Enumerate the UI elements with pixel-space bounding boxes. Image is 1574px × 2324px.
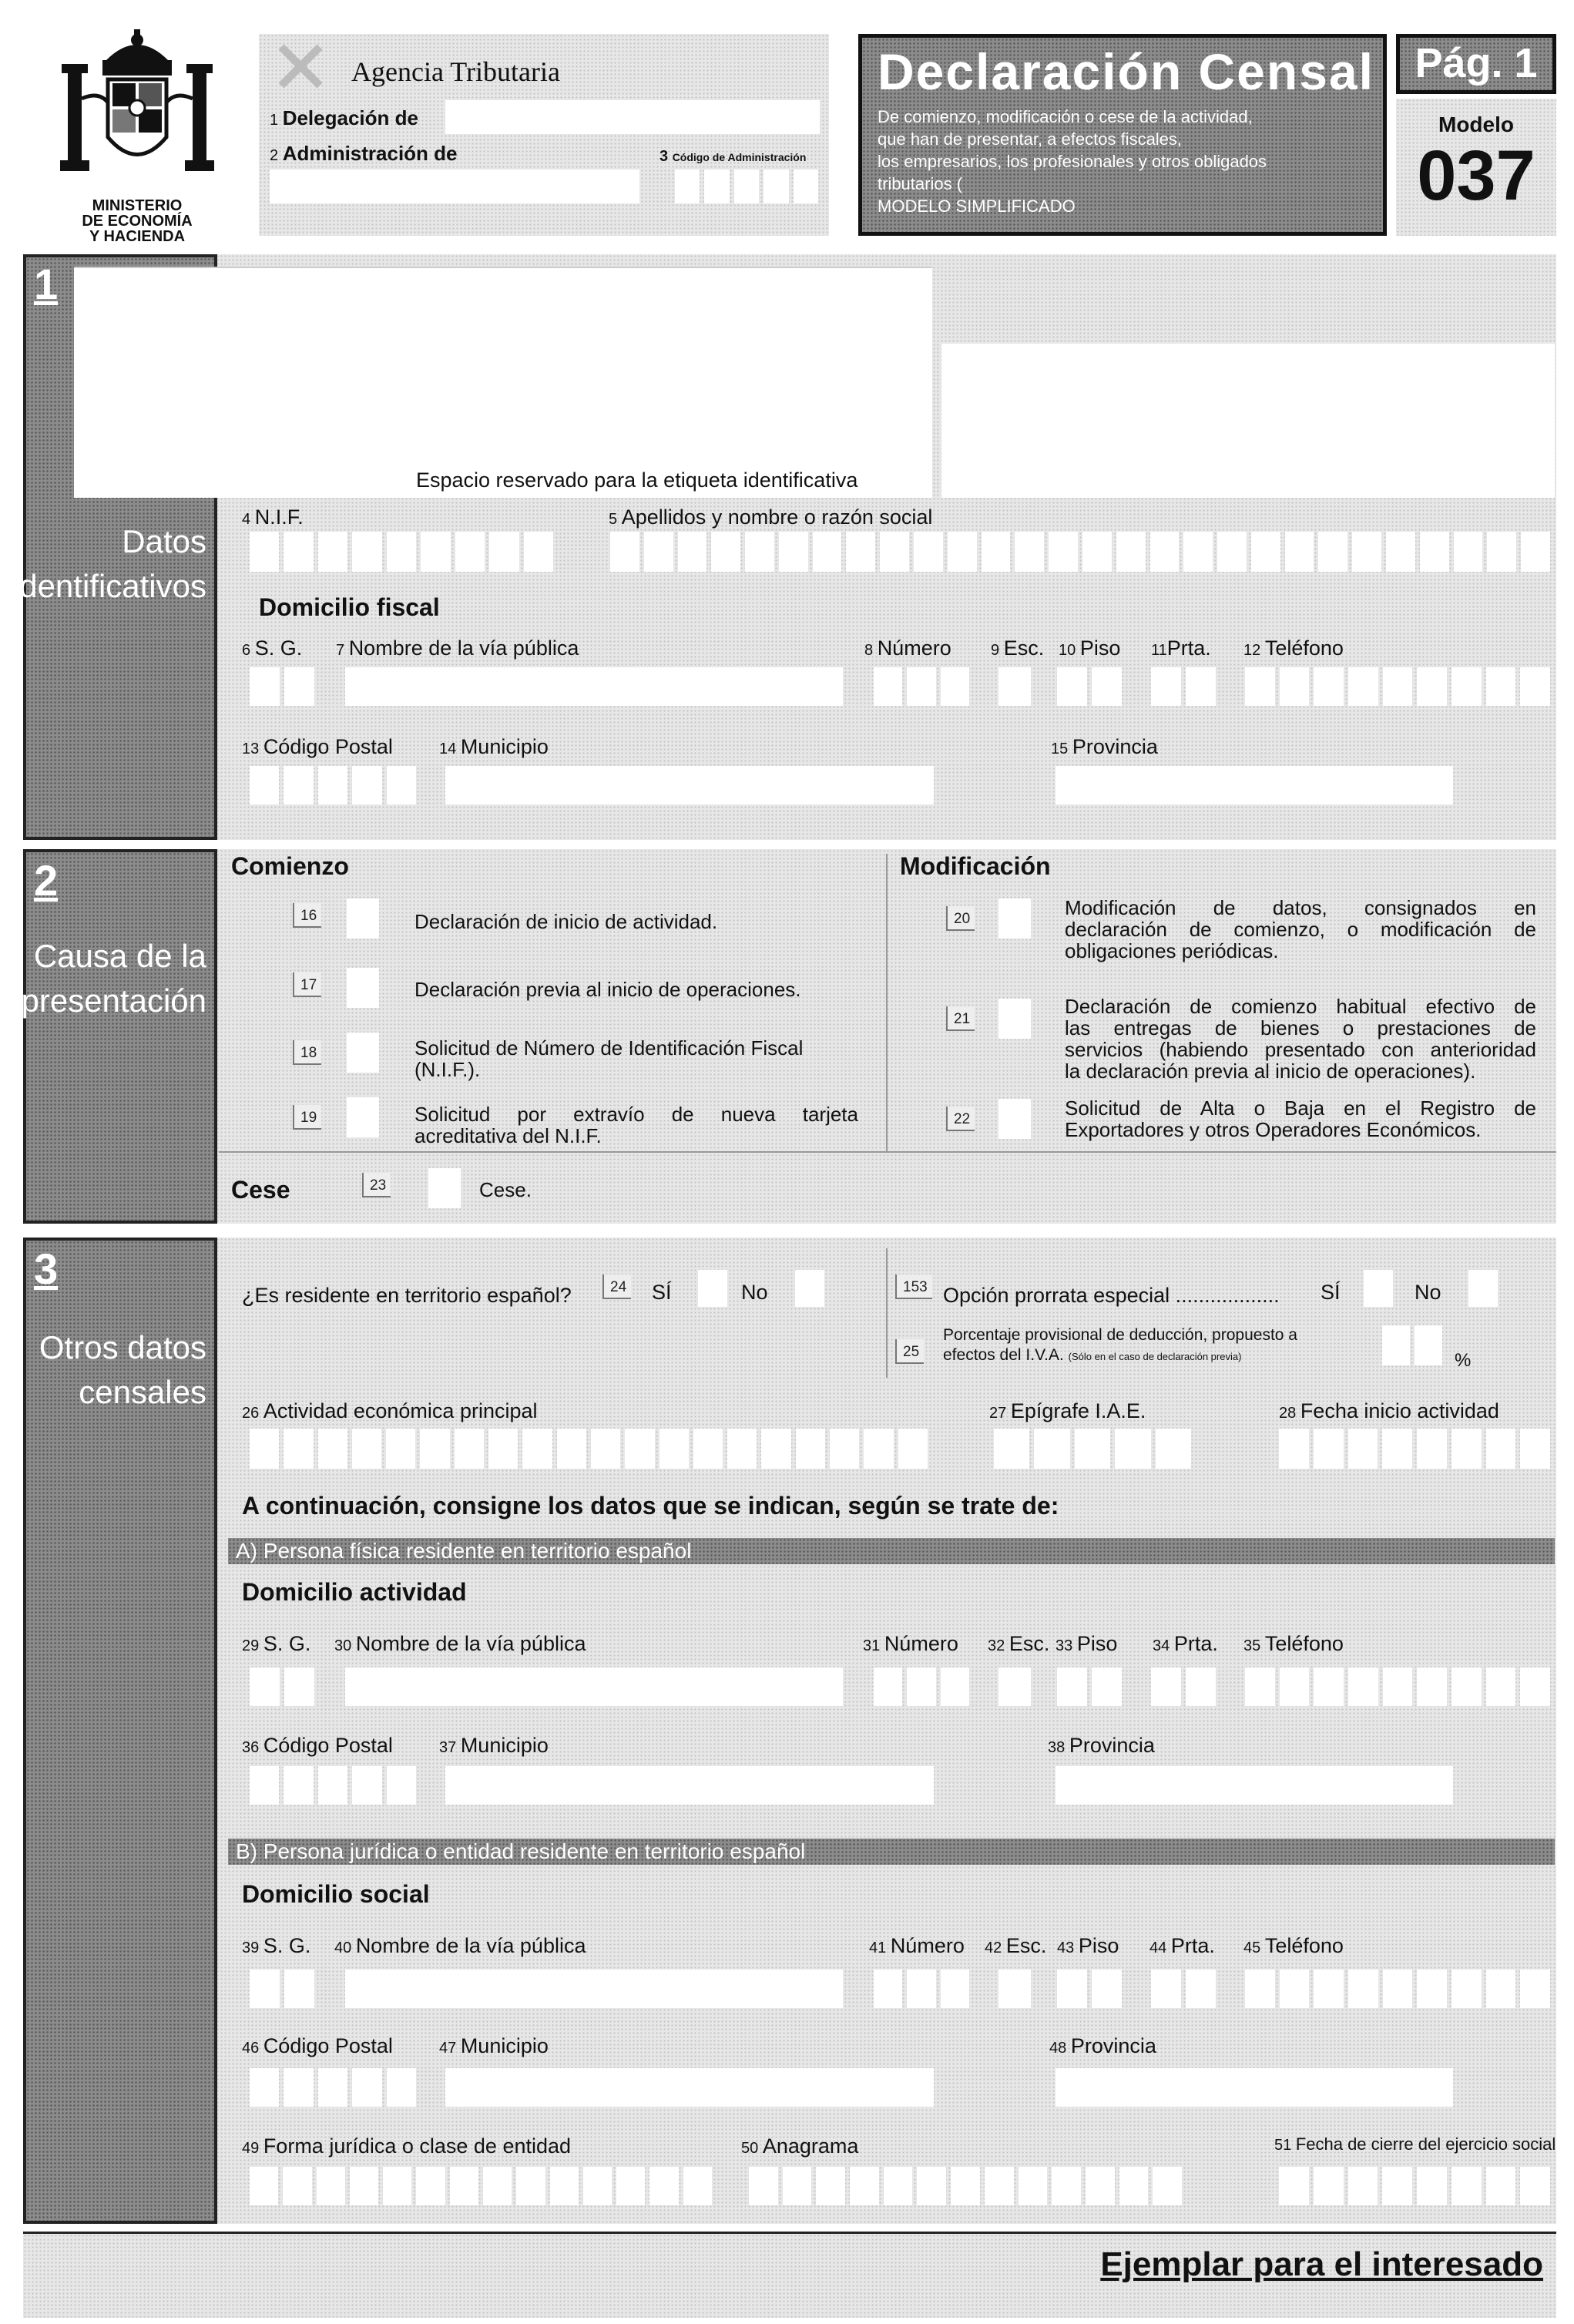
box-22-number: 22 (946, 1107, 975, 1131)
codigo-postal-a-input[interactable] (250, 1766, 416, 1805)
box-21-number: 21 (946, 1006, 975, 1031)
modelo-panel (1396, 99, 1556, 236)
checkbox-22[interactable] (998, 1099, 1031, 1139)
municipio-a-input[interactable] (445, 1766, 934, 1805)
checkbox-19[interactable] (347, 1097, 379, 1137)
delegacion-input[interactable] (445, 100, 820, 134)
field-43-label: 43 Piso (1057, 1934, 1119, 1957)
ministry-logo (45, 29, 230, 245)
prorrata-si-label: SÍ (1321, 1281, 1341, 1304)
box-17-number: 17 (293, 972, 321, 997)
section-2-title: Causa de la presentación (21, 938, 206, 1019)
epigrafe-input[interactable] (994, 1429, 1191, 1469)
escalera-a-input[interactable] (998, 1667, 1031, 1706)
section-3-title: Otros datos censales (39, 1329, 206, 1410)
checkbox-21[interactable] (998, 999, 1031, 1039)
provincia-a-input[interactable] (1055, 1766, 1453, 1805)
provincia-b-input[interactable] (1055, 2068, 1453, 2107)
prorrata-no-label: No (1415, 1281, 1441, 1304)
option-16-text: Declaración de inicio de actividad. (414, 910, 718, 933)
field-6-label: 6 S. G. (242, 636, 303, 660)
box-16-number: 16 (293, 903, 321, 928)
field-51-label: 51 Fecha de cierre del ejercicio social (1274, 2134, 1556, 2154)
codigo-postal-input[interactable] (250, 766, 416, 804)
box-19-number: 19 (293, 1105, 321, 1130)
field-31-label: 31 Número (863, 1632, 958, 1655)
persona-juridica-bar: B) Persona jurídica o entidad residente en territorio español (228, 1839, 1555, 1865)
etiqueta-space (74, 267, 932, 498)
residente-no-label: No (741, 1281, 768, 1304)
option-21-text: Declaración de comienzo habitual efectivo de las entregas de bienes o prestaciones de servicios (habiendo presentado con anterioridad la declaración previa al inicio de operaciones). (1065, 995, 1536, 1083)
field-40-label: 40 Nombre de la vía pública (334, 1934, 586, 1957)
field-35-label: 35 Teléfono (1243, 1632, 1344, 1655)
field-28-label: 28 Fecha inicio actividad (1279, 1399, 1499, 1422)
numero-a-input[interactable] (874, 1667, 969, 1706)
prorrata-label: Opción prorrata especial .................. (943, 1284, 1280, 1307)
box-24-number: 24 (602, 1275, 631, 1299)
section-3-divider (886, 1248, 888, 1378)
field-13-label: 13 Código Postal (242, 735, 393, 758)
field-9-label: 9 Esc. (991, 636, 1045, 660)
section-2-tab (23, 849, 217, 1224)
via-publica-input[interactable] (345, 667, 843, 706)
field-50-label: 50 Anagrama (741, 2134, 859, 2158)
checkbox-18[interactable] (347, 1033, 379, 1073)
numero-b-input[interactable] (874, 1970, 969, 2008)
telefono-input[interactable] (1245, 667, 1550, 706)
field-11-label: 11Prta. (1151, 636, 1211, 660)
option-22-text: Solicitud de Alta o Baja en el Registro de Exportadores y otros Operadores Económicos. (1065, 1097, 1536, 1141)
comienzo-heading: Comienzo (231, 852, 349, 880)
fecha-cierre-input[interactable] (1279, 2167, 1550, 2205)
via-publica-b-input[interactable] (345, 1970, 843, 2008)
prorrata-no-checkbox[interactable] (1468, 1270, 1498, 1307)
domicilio-fiscal-heading: Domicilio fiscal (259, 593, 440, 621)
telefono-b-input[interactable] (1245, 1970, 1550, 2008)
section-2-number: 2 (34, 856, 59, 905)
agency-panel (259, 34, 829, 236)
field-33-label: 33 Piso (1055, 1632, 1118, 1655)
field-8-label: 8 Número (864, 636, 951, 660)
modificacion-heading: Modificación (900, 852, 1051, 880)
forma-juridica-input[interactable] (250, 2167, 712, 2205)
box-18-number: 18 (293, 1040, 321, 1065)
field-32-label: 32 Esc. (988, 1632, 1050, 1655)
field-7-label: 7 Nombre de la vía pública (336, 636, 579, 660)
field-46-label: 46 Código Postal (242, 2034, 393, 2057)
field-3-label: 3 Código de Administración (659, 148, 807, 165)
title-panel (858, 34, 1387, 236)
field-49-label: 49 Forma jurídica o clase de entidad (242, 2134, 572, 2158)
field-34-label: 34 Prta. (1153, 1632, 1218, 1655)
domicilio-social-heading: Domicilio social (242, 1880, 430, 1908)
nif-input[interactable] (250, 532, 553, 572)
field-36-label: 36 Código Postal (242, 1734, 393, 1757)
sg-a-input[interactable] (250, 1667, 314, 1706)
provincia-input[interactable] (1055, 766, 1453, 804)
etiqueta-space-right (941, 344, 1555, 498)
field-26-label: 26 Actividad económica principal (242, 1399, 538, 1422)
option-17-text: Declaración previa al inicio de operaciones. (414, 978, 801, 1001)
piso-input[interactable] (1057, 667, 1122, 706)
option-23-text: Cese. (479, 1178, 532, 1201)
escalera-b-input[interactable] (998, 1970, 1031, 2008)
residente-si-checkbox[interactable] (698, 1270, 727, 1307)
checkbox-17[interactable] (347, 968, 379, 1008)
box-23-number: 23 (362, 1173, 391, 1197)
box-25-number: 25 (895, 1339, 924, 1364)
sg-b-input[interactable] (250, 1970, 314, 2008)
continuacion-heading: A continuación, consigne los datos que se indican, según se trate de: (242, 1492, 1059, 1520)
box-20-number: 20 (946, 906, 975, 931)
field-14-label: 14 Municipio (439, 735, 549, 758)
checkbox-16[interactable] (347, 898, 379, 939)
field-48-label: 48 Provincia (1049, 2034, 1156, 2057)
residente-si-label: SÍ (652, 1281, 672, 1304)
footer-text: Ejemplar para el interesado (1100, 2245, 1543, 2283)
numero-input[interactable] (874, 667, 969, 706)
cese-heading: Cese (231, 1176, 290, 1204)
piso-a-input[interactable] (1057, 1667, 1122, 1706)
municipio-b-input[interactable] (445, 2068, 934, 2107)
residente-no-checkbox[interactable] (795, 1270, 824, 1307)
domicilio-actividad-heading: Domicilio actividad (242, 1578, 467, 1606)
page-number-badge: Pág. 1 (1396, 34, 1556, 94)
section-1-title: Datos identificativos (12, 523, 206, 604)
field-39-label: 39 S. G. (242, 1934, 311, 1957)
option-18-text: Solicitud de Número de Identificación Fiscal (N.I.F.). (414, 1036, 804, 1081)
percent-sign: % (1455, 1350, 1472, 1371)
field-37-label: 37 Municipio (439, 1734, 549, 1757)
agency-name: Agencia Tributaria (351, 56, 560, 87)
puerta-input[interactable] (1151, 667, 1216, 706)
razon-social-input[interactable] (610, 532, 1550, 572)
prorrata-si-checkbox[interactable] (1364, 1270, 1393, 1307)
etiqueta-caption: Espacio reservado para la etiqueta identificativa (416, 468, 858, 492)
section-1-number: 1 (34, 260, 59, 308)
modelo-number: 037 (1417, 136, 1535, 215)
field-44-label: 44 Prta. (1149, 1934, 1215, 1957)
via-publica-a-input[interactable] (345, 1667, 843, 1706)
piso-b-input[interactable] (1057, 1970, 1122, 2008)
residente-question: ¿Es residente en territorio español? (242, 1284, 572, 1307)
field-5-label: 5 Apellidos y nombre o razón social (609, 505, 933, 529)
persona-fisica-bar: A) Persona física residente en territorio español (228, 1538, 1555, 1564)
field-29-label: 29 S. G. (242, 1632, 311, 1655)
field-47-label: 47 Municipio (439, 2034, 549, 2057)
puerta-b-input[interactable] (1151, 1970, 1216, 2008)
escalera-input[interactable] (998, 667, 1031, 706)
field-45-label: 45 Teléfono (1243, 1934, 1344, 1957)
form-subtitle: De comienzo, modificación o cese de la actividad, que han de presentar, a efectos fiscales, los empresarios, los profesionales y otros obligados tributarios ( MODELO SIMPLIFICADO (878, 107, 1267, 216)
option-20-text: Modificación de datos, consignados en declaración de comienzo, o modificación de obligaciones periódicas. (1065, 896, 1536, 962)
telefono-a-input[interactable] (1245, 1667, 1550, 1706)
sg-input[interactable] (250, 667, 314, 706)
field-41-label: 41 Número (869, 1934, 965, 1957)
municipio-input[interactable] (445, 766, 934, 804)
fecha-inicio-input[interactable] (1279, 1429, 1550, 1469)
field-12-label: 12 Teléfono (1243, 636, 1344, 660)
porcentaje-input[interactable] (1382, 1325, 1442, 1365)
section-2-hline (219, 1151, 1556, 1153)
agency-logo-icon (277, 43, 331, 89)
section-3-tab (23, 1238, 217, 2224)
field-30-label: 30 Nombre de la vía pública (334, 1632, 586, 1655)
field-2-label: 2 Administración de (270, 142, 458, 165)
field-27-label: 27 Epígrafe I.A.E. (989, 1399, 1146, 1422)
option-19-text: Solicitud por extravío de nueva tarjeta acreditativa del N.I.F. (414, 1103, 858, 1147)
ministry-name: MINISTERIO DE ECONOMÍA Y HACIENDA (82, 197, 193, 245)
puerta-a-input[interactable] (1151, 1667, 1216, 1706)
form-title: Declaración Censal (878, 43, 1374, 100)
checkbox-20[interactable] (998, 898, 1031, 939)
field-42-label: 42 Esc. (985, 1934, 1047, 1957)
field-10-label: 10 Piso (1059, 636, 1121, 660)
porcentaje-label: Porcentaje provisional de deducción, propuesto a efectos del I.V.A. (Sólo en el caso de declaración previa) (943, 1326, 1297, 1364)
codigo-administracion-input[interactable] (675, 170, 818, 203)
actividad-input[interactable] (250, 1429, 928, 1469)
field-38-label: 38 Provincia (1048, 1734, 1155, 1757)
box-153-number: 153 (895, 1275, 932, 1299)
codigo-postal-b-input[interactable] (250, 2068, 416, 2107)
section-3-number: 3 (34, 1244, 59, 1293)
field-15-label: 15 Provincia (1051, 735, 1158, 758)
checkbox-23[interactable] (428, 1168, 461, 1208)
anagrama-input[interactable] (749, 2167, 1182, 2205)
coat-of-arms-icon (45, 29, 230, 191)
section-2-divider (886, 854, 888, 1151)
field-4-label: 4 N.I.F. (242, 505, 304, 529)
modelo-label: Modelo (1438, 113, 1514, 136)
field-1-label: 1 Delegación de (270, 106, 418, 129)
administracion-input[interactable] (270, 170, 639, 203)
